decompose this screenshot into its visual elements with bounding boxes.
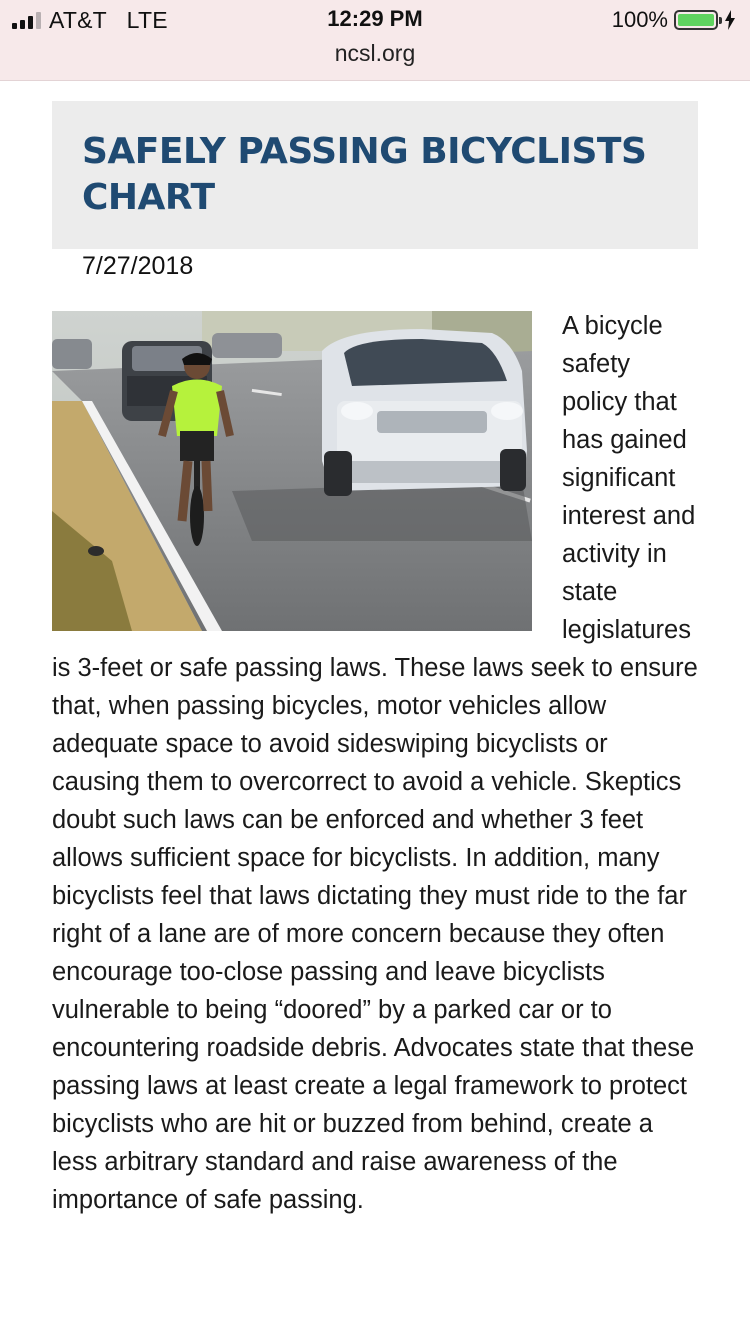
network-label: LTE: [126, 6, 168, 33]
article-body: [52, 307, 698, 1219]
charging-bolt-icon: [724, 10, 736, 30]
status-right: [612, 6, 736, 34]
cyclist-road-photo: [52, 311, 532, 631]
battery-icon: [674, 10, 718, 30]
article-paragraph: A bicycle safety policy that has gained significant interest and activity in state legislatures is 3-feet or safe passing laws. These laws seek to ensure that, when passing bicycles, motor vehicles allow adequate space to avoid sideswiping bicyclists or causing them to overcorrect to avoid a vehicle. Skeptics doubt such laws can be enforced and whether 3 feet allows sufficient space for bicyclists. In addition, many bicyclists feel that laws dictating they must ride to the far right of a lane are of more concern because they often encourage too-close passing and leave bicyclists vulnerable to being “doored” by a parked car or to encountering roadside debris. Advocates state that these passing laws at least create a legal framework to protect bicyclists who are hit or buzzed from behind, create a less arbitrary standard and raise awareness of the importance of safe passing.: [52, 312, 698, 1214]
carrier-label: AT&T LTE: [49, 6, 168, 33]
battery-fill: [678, 14, 714, 26]
page-title: SAFELY PASSING BICYCLISTS CHART: [82, 131, 647, 218]
title-banner: [52, 101, 698, 249]
battery-percent: 100%: [611, 7, 668, 32]
status-time: 12:29 PM: [327, 6, 423, 31]
status-bar: [0, 0, 750, 81]
address-bar-url[interactable]: ncsl.org: [334, 40, 416, 66]
publish-date: 7/27/2018: [82, 252, 194, 280]
